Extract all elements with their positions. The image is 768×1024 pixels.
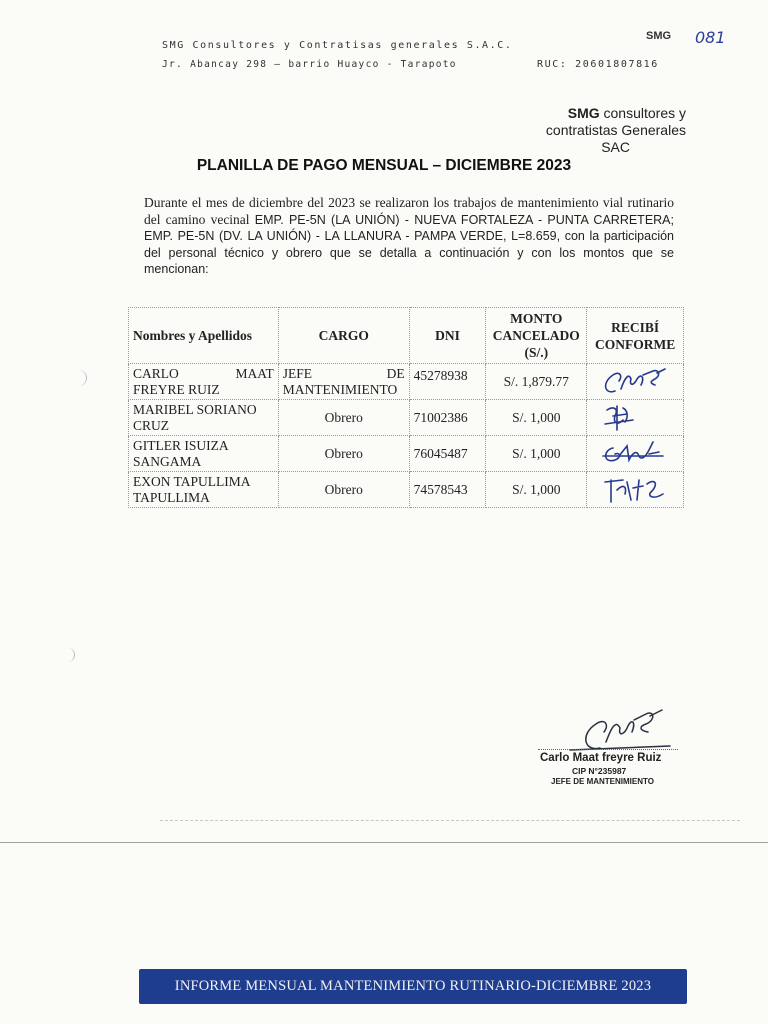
- name-first: GITLER ISUIZA: [133, 437, 229, 453]
- brand-block: [486, 105, 686, 156]
- signature-mark: [593, 438, 677, 470]
- header-sign-l2: CONFORME: [594, 336, 676, 352]
- handwritten-page-number: 081: [695, 28, 726, 47]
- name-first: MARIBEL SORIANO: [133, 401, 257, 417]
- brand-bold: SMG: [567, 105, 600, 121]
- name-second: MAAT: [235, 365, 274, 381]
- table-row: [129, 436, 684, 472]
- cell-signature: [587, 364, 684, 400]
- cargo-word2: DE: [386, 365, 405, 381]
- intro-part2: EMP. PE-5N (LA UNIÓN) - NUEVA FORTALEZA - PUNTA CARRETERA; EMP. PE-5N (DV. LA UNIÓN) - LA LLANURA - PAMPA VERDE, L=8.659, con la participación del personal técnico y obrero que se detalla a continuación y con los montos que se mencionan:: [144, 212, 674, 276]
- header-dni: DNI: [409, 308, 486, 364]
- header-monto-l2: CANCELADO: [492, 328, 580, 343]
- cell-monto: S/. 1,000: [486, 472, 587, 508]
- cell-name: [129, 364, 279, 400]
- punch-hole-mark: [60, 648, 75, 662]
- cell-signature: [587, 472, 684, 508]
- brand-line3: SAC: [601, 139, 630, 155]
- intro-paragraph: [144, 195, 674, 278]
- table-row: [129, 364, 684, 400]
- document-title: PLANILLA DE PAGO MENSUAL – DICIEMBRE 2023: [196, 157, 572, 174]
- cell-cargo: Obrero: [278, 400, 409, 436]
- table-row: [129, 472, 684, 508]
- header-ruc: RUC: 20601807816: [537, 59, 659, 70]
- header-name: Nombres y Apellidos: [129, 308, 279, 364]
- name-first: EXON TAPULLIMA: [133, 473, 251, 489]
- cell-dni: 76045487: [409, 436, 486, 472]
- footer-text: INFORME MENSUAL MANTENIMIENTO RUTINARIO-DICIEMBRE 2023: [174, 978, 652, 994]
- cargo-word1: JEFE: [282, 365, 313, 381]
- cargo-word3: MANTENIMIENTO: [282, 381, 398, 397]
- intro-part1: Durante el mes de diciembre del 2023 se realizaron los trabajos de mantenimiento vial rutinario del camino vecinal: [144, 195, 674, 227]
- signature-line: [538, 749, 678, 750]
- signature-mark: [593, 365, 677, 399]
- scan-fold-line: [0, 842, 768, 843]
- scan-line: [160, 820, 740, 821]
- cell-cargo: Obrero: [278, 436, 409, 472]
- name-last: SANGAMA: [133, 453, 202, 469]
- cell-name: [129, 436, 279, 472]
- cell-name: [129, 472, 279, 508]
- header-monto: [486, 308, 587, 364]
- header-cargo: CARGO: [278, 308, 409, 364]
- punch-hole-mark: [66, 370, 87, 386]
- signer-name: Carlo Maat freyre Ruiz: [540, 752, 662, 764]
- header-company-name: SMG Consultores y Contratisas generales S.A.C.: [162, 40, 513, 51]
- header-monto-l3: (S/.): [524, 345, 549, 360]
- brand-line2: contratistas Generales: [545, 122, 686, 138]
- name-last: CRUZ: [133, 417, 170, 433]
- cell-monto: S/. 1,879.77: [486, 364, 587, 400]
- name-last: FREYRE RUIZ: [133, 381, 220, 397]
- table-row: [129, 400, 684, 436]
- header-logo: SMG: [646, 30, 672, 42]
- table-header-row: [129, 308, 684, 364]
- cell-cargo: [278, 364, 409, 400]
- header-sign-l1: RECIBÍ: [611, 319, 660, 335]
- cell-name: [129, 400, 279, 436]
- footer-banner: [139, 969, 687, 1004]
- signature-mark: [593, 402, 677, 434]
- cell-dni: 71002386: [409, 400, 486, 436]
- header-address: Jr. Abancay 298 – barrio Huayco - Tarapoto: [162, 59, 457, 70]
- brand-line1: consultores y: [599, 105, 686, 121]
- signature-mark: [593, 474, 677, 506]
- cell-dni: 45278938: [409, 364, 486, 400]
- cell-dni: 74578543: [409, 472, 486, 508]
- cell-cargo: Obrero: [278, 472, 409, 508]
- cell-monto: S/. 1,000: [486, 436, 587, 472]
- signer-role: JEFE DE MANTENIMIENTO: [551, 777, 654, 786]
- header-monto-l1: MONTO: [510, 311, 563, 326]
- header-recibi: [587, 308, 684, 364]
- name-last: TAPULLIMA: [133, 489, 210, 505]
- cell-monto: S/. 1,000: [486, 400, 587, 436]
- payroll-table: [128, 307, 684, 508]
- name-first: CARLO: [133, 365, 179, 381]
- cell-signature: [587, 436, 684, 472]
- cell-signature: [587, 400, 684, 436]
- signer-cip: CIP N°235987: [572, 766, 627, 776]
